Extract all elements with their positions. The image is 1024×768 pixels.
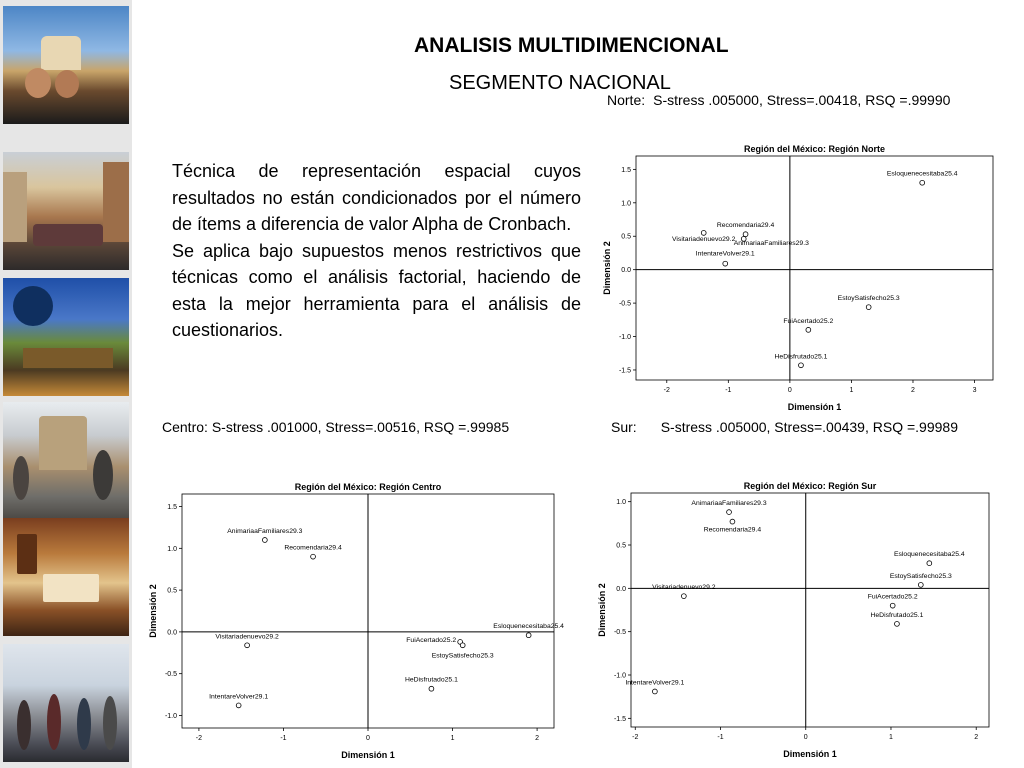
data-point bbox=[730, 519, 735, 524]
data-point bbox=[429, 686, 434, 691]
data-point-label: Recomendaria29.4 bbox=[703, 526, 762, 534]
y-axis-label: Dimensión 2 bbox=[602, 241, 612, 295]
data-point-label: Recomendaria29.4 bbox=[716, 222, 775, 230]
chart-title: Región del México: Región Centro bbox=[294, 482, 442, 492]
caption-norte bbox=[607, 92, 950, 108]
data-point-label: FuiAcertado25.2 bbox=[406, 636, 457, 644]
y-tick-label: 1.5 bbox=[621, 166, 631, 174]
y-tick-label: -0.5 bbox=[618, 300, 631, 308]
photo-street-crowd bbox=[3, 152, 129, 270]
data-point bbox=[701, 230, 706, 235]
data-point bbox=[311, 554, 316, 559]
x-tick-label: 3 bbox=[972, 387, 977, 394]
data-point bbox=[652, 689, 657, 694]
y-axis-label: Dimensión 2 bbox=[597, 583, 607, 637]
x-tick-label: -1 bbox=[717, 734, 724, 741]
data-point bbox=[236, 703, 241, 708]
y-tick-label: 0.5 bbox=[167, 587, 177, 595]
y-tick-label: 0.0 bbox=[616, 585, 626, 593]
x-tick-label: 0 bbox=[787, 387, 792, 394]
chart-title: Región del México: Región Norte bbox=[743, 144, 886, 154]
data-point bbox=[806, 327, 811, 332]
plot-frame bbox=[631, 493, 989, 727]
caption-centro-label: Centro: bbox=[162, 419, 208, 435]
body-text bbox=[172, 158, 581, 344]
data-point-label: HeDisfrutado25.1 bbox=[870, 611, 924, 619]
data-point-label: AnimariaaFamiliares29.3 bbox=[227, 527, 303, 535]
x-tick-label: -2 bbox=[195, 735, 203, 742]
caption-sur-stats: S-stress .005000, Stress=.00439, RSQ =.99989 bbox=[660, 419, 958, 435]
x-tick-label: -1 bbox=[725, 387, 732, 394]
y-tick-label: -1.5 bbox=[613, 715, 626, 723]
x-axis-label: Dimensión 1 bbox=[783, 749, 837, 759]
data-point-label: EstoySatisfecho25.3 bbox=[837, 295, 900, 303]
data-point-label: FuiAcertado25.2 bbox=[783, 317, 834, 325]
data-point-label: HeDisfrutado25.1 bbox=[404, 676, 458, 684]
y-tick-label: 1.0 bbox=[167, 545, 177, 553]
data-point bbox=[866, 305, 871, 310]
data-point bbox=[245, 643, 250, 648]
photo-church-plaza bbox=[3, 402, 129, 520]
caption-sur bbox=[611, 419, 958, 435]
y-tick-label: 1.5 bbox=[167, 504, 177, 512]
data-point-label: Visitariadenuevo29.2 bbox=[652, 584, 716, 592]
x-tick-label: 2 bbox=[911, 387, 915, 394]
data-point-label: Recomendaria29.4 bbox=[284, 544, 342, 552]
chart-region-norte bbox=[596, 138, 1006, 416]
data-point bbox=[262, 538, 267, 543]
chart-region-centro bbox=[146, 476, 566, 766]
body-paragraph-2: Se aplica bajo supuestos menos restrictivos que técnicas como el análisis factorial, haciendo de esta la mejor herramienta para el análisis de cuestionarios. bbox=[172, 240, 581, 340]
data-point bbox=[723, 261, 728, 266]
data-point bbox=[895, 621, 900, 626]
y-tick-label: -0.5 bbox=[613, 629, 626, 637]
y-tick-label: 0.0 bbox=[167, 629, 177, 637]
data-point-label: Esloquenecesitaba25.4 bbox=[893, 551, 965, 559]
x-tick-label: -2 bbox=[663, 387, 670, 394]
y-tick-label: -1.0 bbox=[618, 334, 631, 342]
x-tick-label: 0 bbox=[366, 735, 370, 742]
y-tick-label: 1.0 bbox=[621, 200, 631, 208]
photo-terrace-evening bbox=[3, 278, 129, 396]
slide-subtitle: SEGMENTO NACIONAL bbox=[449, 72, 671, 94]
data-point-label: IntentareVolver29.1 bbox=[695, 250, 755, 258]
data-point bbox=[460, 643, 465, 648]
data-point-label: EstoySatisfecho25.3 bbox=[431, 652, 494, 660]
y-tick-label: 1.0 bbox=[616, 499, 626, 507]
y-tick-label: -0.5 bbox=[164, 671, 177, 679]
photo-hotel-room bbox=[3, 518, 129, 636]
x-tick-label: 1 bbox=[450, 735, 455, 742]
x-tick-label: 1 bbox=[849, 387, 854, 394]
caption-norte-label: Norte: bbox=[607, 92, 646, 108]
data-point-label: Esloquenecesitaba25.4 bbox=[886, 170, 958, 178]
data-point bbox=[799, 363, 804, 368]
data-point-label: Visitariadenuevo29.2 bbox=[215, 633, 279, 641]
y-tick-label: -1.0 bbox=[613, 672, 626, 680]
data-point bbox=[727, 510, 732, 515]
y-tick-label: 0.5 bbox=[616, 542, 626, 550]
caption-norte-stats: S-stress .005000, Stress=.00418, RSQ =.99990 bbox=[653, 92, 951, 108]
y-tick-label: -1.0 bbox=[164, 712, 177, 720]
x-tick-label: -1 bbox=[280, 735, 287, 742]
chart-title: Región del México: Región Sur bbox=[743, 481, 877, 491]
data-point-label: IntentareVolver29.1 bbox=[625, 679, 685, 687]
data-point-label: AnimariaaFamiliares29.3 bbox=[691, 500, 767, 508]
data-point bbox=[526, 633, 531, 638]
y-tick-label: -1.5 bbox=[618, 367, 631, 375]
data-point bbox=[743, 232, 748, 237]
data-point bbox=[890, 603, 895, 608]
caption-centro bbox=[162, 419, 509, 435]
data-point-label: Visitariadenuevo29.2 bbox=[672, 235, 736, 243]
x-tick-label: 1 bbox=[889, 734, 893, 741]
y-tick-label: 0.5 bbox=[621, 233, 631, 241]
data-point-label: IntentareVolver29.1 bbox=[209, 693, 269, 701]
x-tick-label: -2 bbox=[632, 734, 639, 741]
data-point-label: AnimariaaFamiliares29.3 bbox=[733, 239, 809, 247]
photo-strip bbox=[0, 0, 132, 768]
data-point bbox=[681, 594, 686, 599]
photo-airport-crowd bbox=[3, 644, 129, 762]
x-axis-label: Dimensión 1 bbox=[341, 750, 395, 760]
slide-title: ANALISIS MULTIDIMENCIONAL bbox=[414, 34, 729, 57]
data-point bbox=[927, 561, 932, 566]
x-tick-label: 2 bbox=[974, 734, 979, 741]
data-point-label: HeDisfrutado25.1 bbox=[774, 353, 828, 361]
chart-region-sur bbox=[591, 475, 1001, 763]
caption-sur-label: Sur: bbox=[611, 419, 637, 435]
y-axis-label: Dimensión 2 bbox=[148, 584, 158, 638]
data-point-label: Esloquenecesitaba25.4 bbox=[493, 623, 564, 631]
x-tick-label: 2 bbox=[535, 735, 540, 742]
data-point bbox=[918, 582, 923, 587]
plot-frame bbox=[636, 156, 993, 380]
body-paragraph-1: Técnica de representación espacial cuyos resultados no están condicionados por el número de ítems a diferencia de valor Alpha de Cronbach. bbox=[172, 161, 581, 234]
x-axis-label: Dimensión 1 bbox=[787, 402, 842, 412]
x-tick-label: 0 bbox=[803, 734, 808, 741]
caption-centro-stats: S-stress .001000, Stress=.00516, RSQ =.99985 bbox=[211, 419, 510, 435]
y-tick-label: 0.0 bbox=[621, 267, 631, 275]
data-point bbox=[920, 180, 925, 185]
photo-cathedral-pool bbox=[3, 6, 129, 124]
data-point-label: EstoySatisfecho25.3 bbox=[889, 572, 952, 580]
data-point-label: FuiAcertado25.2 bbox=[867, 593, 918, 601]
